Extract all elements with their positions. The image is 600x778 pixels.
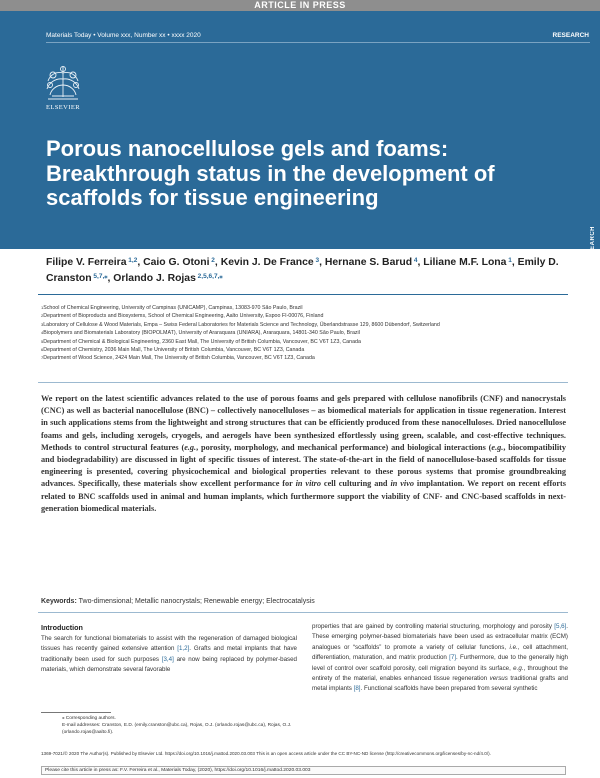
keywords-rule (38, 612, 568, 613)
affiliation-item (41, 304, 566, 312)
author-affiliation-marker[interactable]: 3 (313, 257, 320, 264)
body-text-segment: , cell attachment, differentiation, maturation, and matrix production (312, 643, 568, 662)
affiliation-number: 1 (41, 305, 44, 310)
abstract-segment: cell culturing and (321, 479, 391, 489)
copyright-line: 1369-7021/© 2020 The Author(s). Published by Elsevier Ltd. https://doi.org/10.1016/j.mattod.2020.03.003 This is an open access article under the CC BY-NC-ND license (http://creativecommons.org/licenses/by-nc-nd/4.0/). (41, 751, 491, 756)
journal-line: Materials Today • Volume xxx, Number xx • xxxx 2020 (46, 32, 201, 39)
affiliation-text: Department of Chemical & Biological Engineering, 2360 East Mall, The University of British Columbia, Vancouver, BC V6T 1Z3, Canada (43, 338, 361, 345)
author-rule (38, 294, 568, 295)
footnote (62, 715, 302, 737)
keywords (41, 598, 566, 605)
author-affiliation-marker[interactable]: 1 (506, 257, 512, 264)
author (221, 257, 319, 268)
affiliation-item (41, 312, 566, 320)
body-column-right (312, 622, 568, 695)
reference-link[interactable]: [7] (449, 654, 457, 662)
abstract-segment: e.g. (184, 442, 197, 452)
affiliation-item (41, 338, 566, 346)
body-text-segment: . Grafts and metal implants that have traditionally been used for such purposes (41, 645, 297, 663)
affiliation-rule (38, 382, 568, 383)
keywords-label: Keywords: (41, 598, 77, 605)
corresponding-authors-note: ⁎ Corresponding authors. (62, 716, 116, 721)
side-section-tag: RESEARCH (590, 226, 596, 264)
body-text-segment: . Furthermore, due to the generally high level of control over scaffold porosity, cell migration beyond its surface, (312, 654, 569, 672)
abstract-segment: in vivo (390, 479, 414, 489)
affiliation-text: Biopolymers and Biomaterials Laboratory (BIOPOLMAT), University of Araraquara (UNIARA), Araraquara, 14801-340 São Paulo, Brazil (43, 330, 360, 337)
author-name: Orlando J. Rojas (113, 273, 196, 284)
affiliation-number: 3 (41, 321, 44, 327)
author-name: Filipe V. Ferreira (46, 257, 127, 268)
body-text-segment: traditional grafts and metal implants (312, 675, 568, 693)
affiliation-item (41, 321, 566, 329)
body-text-segment: . These emerging polymer-based biomaterials have been used as extracellular matrix (ECM) analogues or “scaffolds” to promote a variety of cellular functions, (312, 623, 568, 651)
section-label: RESEARCH (552, 32, 589, 39)
affiliation-text: School of Chemical Engineering, University of Campinas (UNICAMP), Campinas, 13083-970 São Paulo, Brazil (43, 305, 303, 311)
article-title: Porous nanocellulose gels and foams: Breakthrough status in the development of scaffolds for tissue engineering (46, 136, 495, 210)
author-name: Hernane S. Barud (324, 257, 413, 268)
reference-link[interactable]: [3,4] (161, 655, 174, 663)
author (423, 257, 512, 268)
affiliation-text: Department of Bioproducts and Biosystems, School of Chemical Engineering, Aalto University, Espoo FI-00076, Finland (43, 313, 324, 320)
author (113, 273, 222, 284)
author (325, 257, 418, 268)
abstract-segment: implantation. We report on recent efforts related to BNC scaffolds used in animal and human implants, which furthermore support the viability of CNF- and CNC-based scaffolds in next-generation biomedical materials. (41, 479, 566, 513)
affiliation-number: 7 (41, 355, 44, 361)
affiliation-text: Department of Chemistry, 2036 Main Mall, The University of British Columbia, Vancouver, BC V6T 1Z3, Canada (43, 347, 305, 354)
author-list: Filipe V. Ferreira $^{1,2}$, Caio G. Otoni $^2$, Kevin J. De France $^3$, Hernane S. Barud $^4$, Liliane M.F. Lona $^1$, Emily D. Cranston $^{5,7,⁎}$, Orlando J. Rojas $^{2,5,6,7,⁎}$ (46, 257, 559, 284)
affiliation-number: 2 (41, 313, 44, 319)
affiliation-item (41, 354, 566, 362)
author-name: Caio G. Otoni (143, 257, 210, 268)
author (143, 257, 215, 268)
affiliation-number: 4 (41, 330, 44, 336)
abstract-segment: , biocompatibility and biodegradability) are discussed in light of specific tissues of interest. The state-of-the-art in the field of nanocellulose-based scaffolds for tissue engineering is presented, covering physicochemical and biological properties relevant to these porous systems that promise groundbreaking advances. Specifically, these materials show excellent performance for (41, 442, 567, 489)
abstract-segment: We report on the latest scientific advances related to the use of porous foams and gels prepared with cellulose nanofibrils (CNF) and nanocrystals (CNC) as well as bacterial nanocellulose (BNC) – collectively nanocelluloses – as biomedical materials for application in tissue regeneration. Interest in such applications stems from the lightweight and strong structures that can be efficiently produced from these nanocelluloses. Dried nanocellulose foams and gels, including xerogels, cryogels, and aerogels have been synthesized effortlessly using green, scalable, and cost-effective techniques. Methods to control structural features ( (41, 394, 566, 452)
affiliation-text: Department of Wood Science, 2424 Main Mall, The University of British Columbia, Vancouver, BC V6T 1Z3, Canada (43, 355, 315, 362)
keywords-text: Two-dimensional; Metallic nanocrystals; Renewable energy; Electrocatalysis (78, 598, 315, 605)
body-text-segment: , throughout the entirety of the material, enables enhanced tissue regeneration (312, 664, 568, 683)
body-text-segment: properties that are gained by controlling material structuring, morphology and porosity (312, 623, 555, 630)
email-addresses: E-mail addresses: Cranston, E.D. (emily.cranston@ubc.ca), Rojas, O.J. (orlando.rojas@ubc.ca), Rojas, O.J. (orlando.rojas@aalto.fi). (62, 723, 292, 736)
author-affiliation-marker[interactable]: 2,5,6,7,⁎ (195, 273, 223, 280)
body-text-segment: The search for functional biomaterials to assist with the regeneration of damaged biological tissues has recently gained extensive attention (41, 635, 297, 653)
body-text-segment: versus (489, 675, 508, 683)
abstract-segment: in vitro (295, 479, 321, 489)
author-affiliation-marker[interactable]: 4 (412, 257, 418, 264)
abstract (41, 393, 566, 515)
abstract-segment: e.g. (491, 442, 504, 452)
body-text-segment: . Functional scaffolds have been prepared from several synthetic (360, 685, 538, 693)
affiliation-item (41, 346, 566, 354)
affiliation-list (41, 304, 566, 363)
body-text-right (312, 622, 568, 695)
affiliation-number: 6 (41, 347, 44, 353)
footnote-rule (41, 712, 111, 713)
body-text-left (41, 634, 297, 676)
author-affiliation-marker[interactable]: 1,2 (126, 257, 138, 264)
elsevier-wordmark: ELSEVIER (46, 104, 80, 111)
body-column-left (41, 622, 297, 676)
introduction-heading: Introduction (41, 623, 83, 632)
header-rule (46, 42, 590, 43)
body-text-segment: e.g. (513, 664, 524, 672)
reference-link[interactable]: [8] (353, 685, 361, 693)
author-name: Kevin J. De France (220, 257, 314, 268)
reference-link[interactable]: [1,2] (177, 645, 190, 653)
elsevier-logo-icon (40, 63, 86, 115)
author-name: Emily D. Cranston (46, 257, 559, 284)
abstract-segment: , porosity, morphology, and mechanical performance) and biological interactions ( (196, 442, 492, 452)
reference-link[interactable]: [5,6] (554, 623, 567, 630)
author-affiliation-marker[interactable]: 5,7,⁎ (91, 273, 108, 280)
author-name: Liliane M.F. Lona (423, 257, 507, 268)
article-in-press-banner: ARTICLE IN PRESS (0, 0, 600, 11)
author (46, 257, 137, 268)
body-text-segment: i.e. (509, 643, 518, 651)
affiliation-item (41, 329, 566, 337)
affiliation-number: 5 (41, 338, 44, 344)
citation-box: Please cite this article in press as: F.V. Ferreira et al., Materials Today, (2020), https://doi.org/10.1016/j.mattod.2020.03.003 (41, 766, 566, 775)
body-text-segment: are now being replaced by polymer-based materials, which demonstrate several favorable (41, 655, 297, 674)
affiliation-text: Laboratory of Cellulose & Wood Materials, Empa – Swiss Federal Laboratories for Materials Science and Technology, Überlandstrasse 129, 8600 Dübendorf, Switzerland (43, 321, 440, 328)
author-affiliation-marker[interactable]: 2 (209, 257, 215, 264)
